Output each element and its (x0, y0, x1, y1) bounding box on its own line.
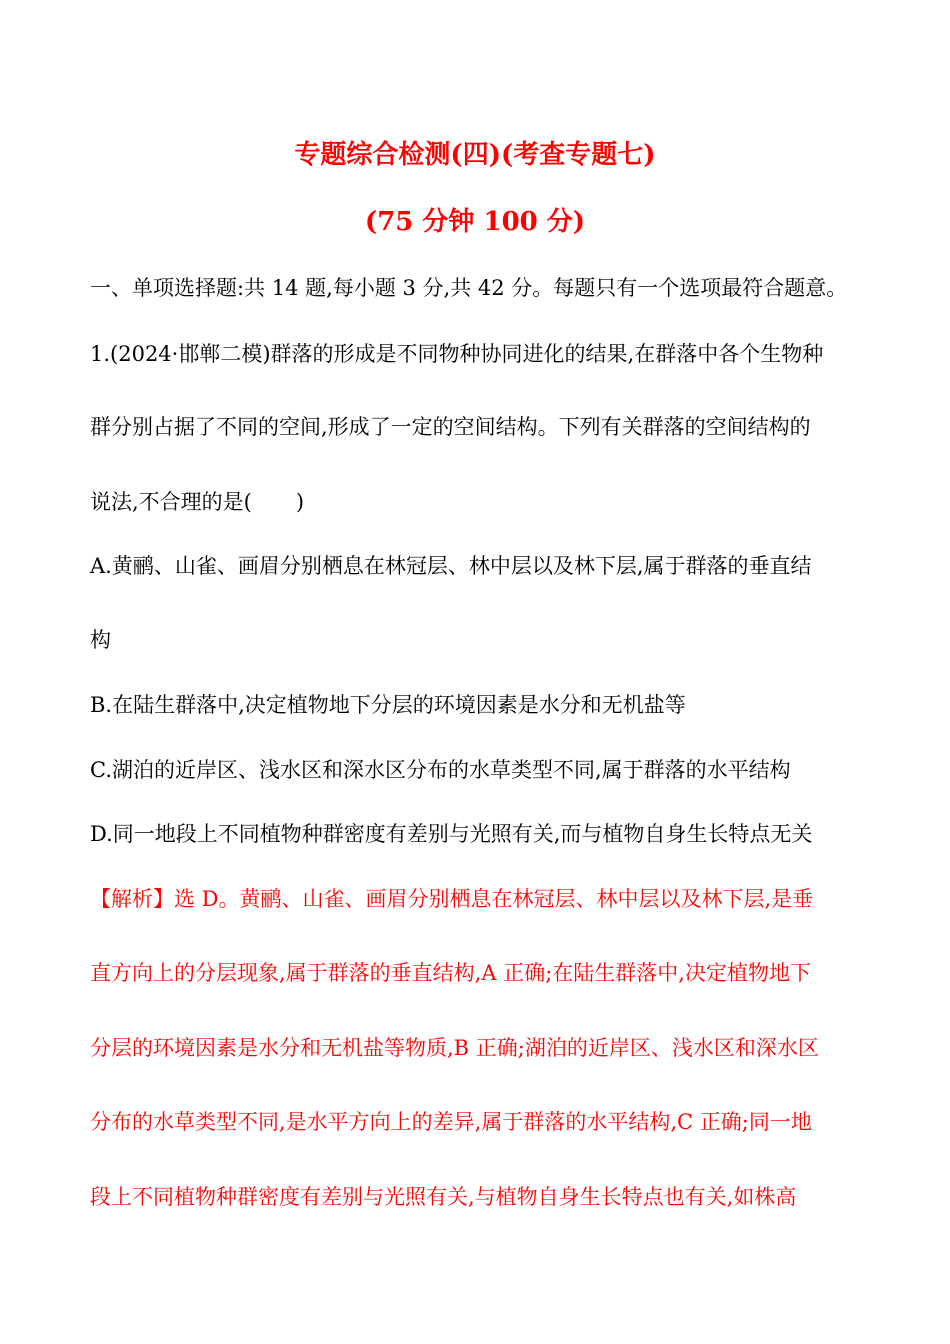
analysis-line-5: 段上不同植物种群密度有差别与光照有关,与植物自身生长特点也有关,如株高 (90, 1185, 797, 1209)
option-c: C.湖泊的近岸区、浅水区和深水区分布的水草类型不同,属于群落的水平结构 (90, 758, 791, 782)
analysis-line-2: 直方向上的分层现象,属于群落的垂直结构,A 正确;在陆生群落中,决定植物地下 (90, 961, 811, 985)
section-heading: 一、单项选择题:共 14 题,每小题 3 分,共 42 分。每题只有一个选项最符合题意。 (90, 276, 848, 300)
option-a-line-1: A.黄鹂、山雀、画眉分别栖息在林冠层、林中层以及林下层,属于群落的垂直结 (90, 554, 812, 578)
question-stem-close: ) (295, 490, 305, 514)
analysis-line-3: 分层的环境因素是水分和无机盐等物质,B 正确;湖泊的近岸区、浅水区和深水区 (90, 1036, 819, 1060)
document-title: 专题综合检测(四)(考查专题七) (294, 140, 656, 170)
document-subtitle: (75 分钟 100 分) (364, 207, 586, 237)
question-stem-text: 说法,不合理的是( (90, 490, 252, 514)
analysis-line-1: 【解析】选 D。黄鹂、山雀、画眉分别栖息在林冠层、林中层以及林下层,是垂 (90, 887, 814, 911)
question-stem-line-3 (90, 488, 304, 516)
analysis-line-4: 分布的水草类型不同,是水平方向上的差异,属于群落的水平结构,C 正确;同一地 (90, 1110, 812, 1134)
question-stem-line-2: 群分别占据了不同的空间,形成了一定的空间结构。下列有关群落的空间结构的 (90, 415, 811, 439)
option-d: D.同一地段上不同植物种群密度有差别与光照有关,而与植物自身生长特点无关 (90, 822, 813, 846)
question-stem-line-1: 1.(2024·邯郸二模)群落的形成是不同物种协同进化的结果,在群落中各个生物种 (90, 342, 824, 366)
option-b: B.在陆生群落中,决定植物地下分层的环境因素是水分和无机盐等 (90, 693, 686, 717)
option-a-line-2: 构 (90, 628, 111, 652)
